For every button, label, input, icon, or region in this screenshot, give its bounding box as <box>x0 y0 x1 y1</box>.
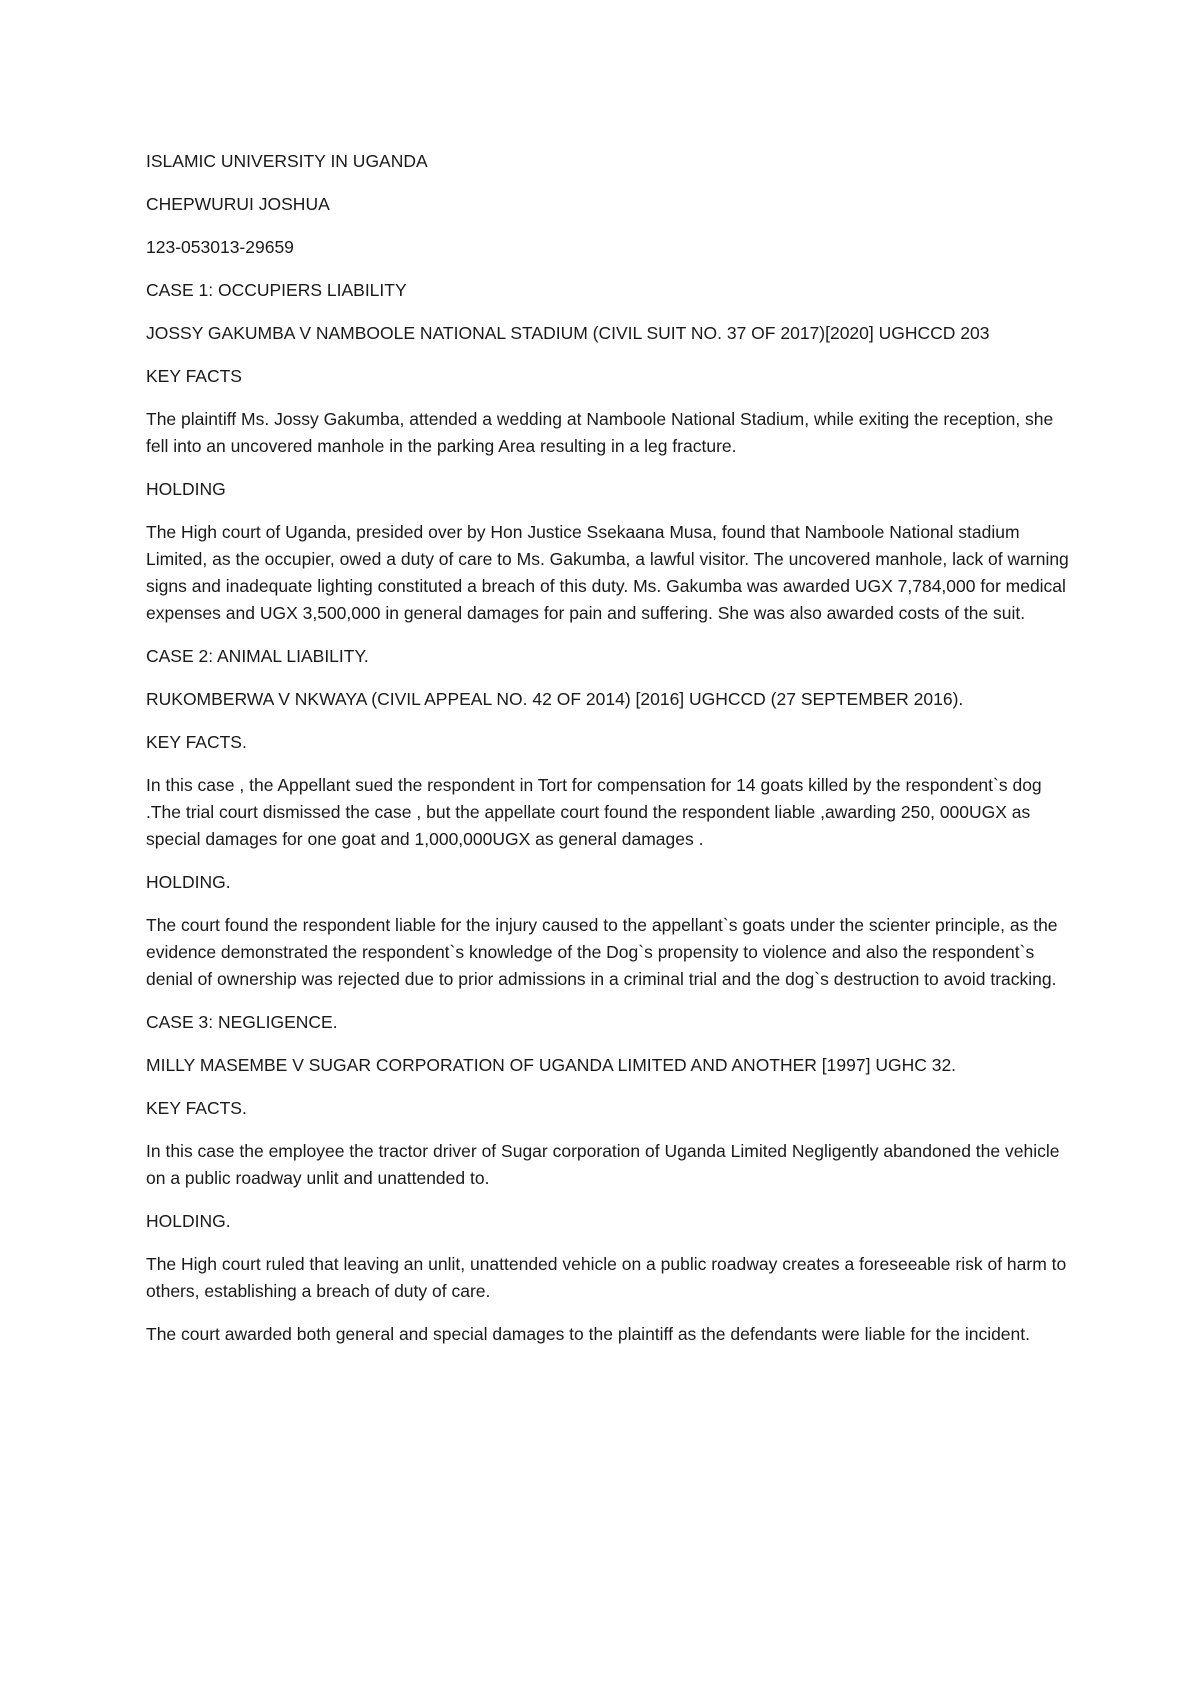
case1-facts-heading: KEY FACTS <box>146 366 242 386</box>
case1-heading: CASE 1: OCCUPIERS LIABILITY <box>146 280 407 300</box>
case1-holding: The High court of Uganda, presided over by Hon Justice Ssekaana Musa, found that Namboole National stadium Limited, as the occupier, owed a duty of care to Ms. Gakumba, a lawful visitor. The uncovered manhole, lack of warning signs and inadequate lighting constituted a breach of this duty. Ms. Gakumba was awarded UGX 7,784,000 for medical expenses and UGX 3,500,000 in general damages for pain and suffering. She was also awarded costs of the suit. <box>146 522 1069 623</box>
case2-facts-heading: KEY FACTS. <box>146 732 247 752</box>
case2-facts: In this case , the Appellant sued the respondent in Tort for compensation for 14 goats killed by the respondent`s dog .The trial court dismissed the case , but the appellate court found the respondent liable ,awarding 250, 000UGX as special damages for one goat and 1,000,000UGX as general damages . <box>146 775 1042 849</box>
case3-facts: In this case the employee the tractor driver of Sugar corporation of Uganda Limited Negligently abandoned the vehicle on a public roadway unlit and unattended to. <box>146 1141 1060 1188</box>
case3-facts-heading: KEY FACTS. <box>146 1098 247 1118</box>
case2-holding: The court found the respondent liable for the injury caused to the appellant`s goats under the scienter principle, as the evidence demonstrated the respondent`s knowledge of the Dog`s propensity to violence and also the respondent`s denial of ownership was rejected due to prior admissions in a criminal trial and the dog`s destruction to avoid tracking. <box>146 915 1058 989</box>
case3-conclusion: The court awarded both general and special damages to the plaintiff as the defendants were liable for the incident. <box>146 1324 1030 1344</box>
document-body <box>146 148 1076 1364</box>
university-name: ISLAMIC UNIVERSITY IN UGANDA <box>146 151 428 171</box>
student-id: 123-053013-29659 <box>146 237 294 257</box>
case1-citation: JOSSY GAKUMBA V NAMBOOLE NATIONAL STADIUM (CIVIL SUIT NO. 37 OF 2017)[2020] UGHCCD 203 <box>146 323 990 343</box>
case2-holding-heading: HOLDING. <box>146 872 231 892</box>
case2-citation: RUKOMBERWA V NKWAYA (CIVIL APPEAL NO. 42 OF 2014) [2016] UGHCCD (27 SEPTEMBER 2016). <box>146 689 964 709</box>
case1-facts: The plaintiff Ms. Jossy Gakumba, attended a wedding at Namboole National Stadium, while exiting the reception, she fell into an uncovered manhole in the parking Area resulting in a leg fracture. <box>146 409 1054 456</box>
case3-citation: MILLY MASEMBE V SUGAR CORPORATION OF UGANDA LIMITED AND ANOTHER [1997] UGHC 32. <box>146 1055 957 1075</box>
case3-holding: The High court ruled that leaving an unlit, unattended vehicle on a public roadway creates a foreseeable risk of harm to others, establishing a breach of duty of care. <box>146 1254 1067 1301</box>
case2-heading: CASE 2: ANIMAL LIABILITY. <box>146 646 369 666</box>
case3-holding-heading: HOLDING. <box>146 1211 231 1231</box>
student-name: CHEPWURUI JOSHUA <box>146 194 330 214</box>
case1-holding-heading: HOLDING <box>146 479 226 499</box>
case3-heading: CASE 3: NEGLIGENCE. <box>146 1012 338 1032</box>
